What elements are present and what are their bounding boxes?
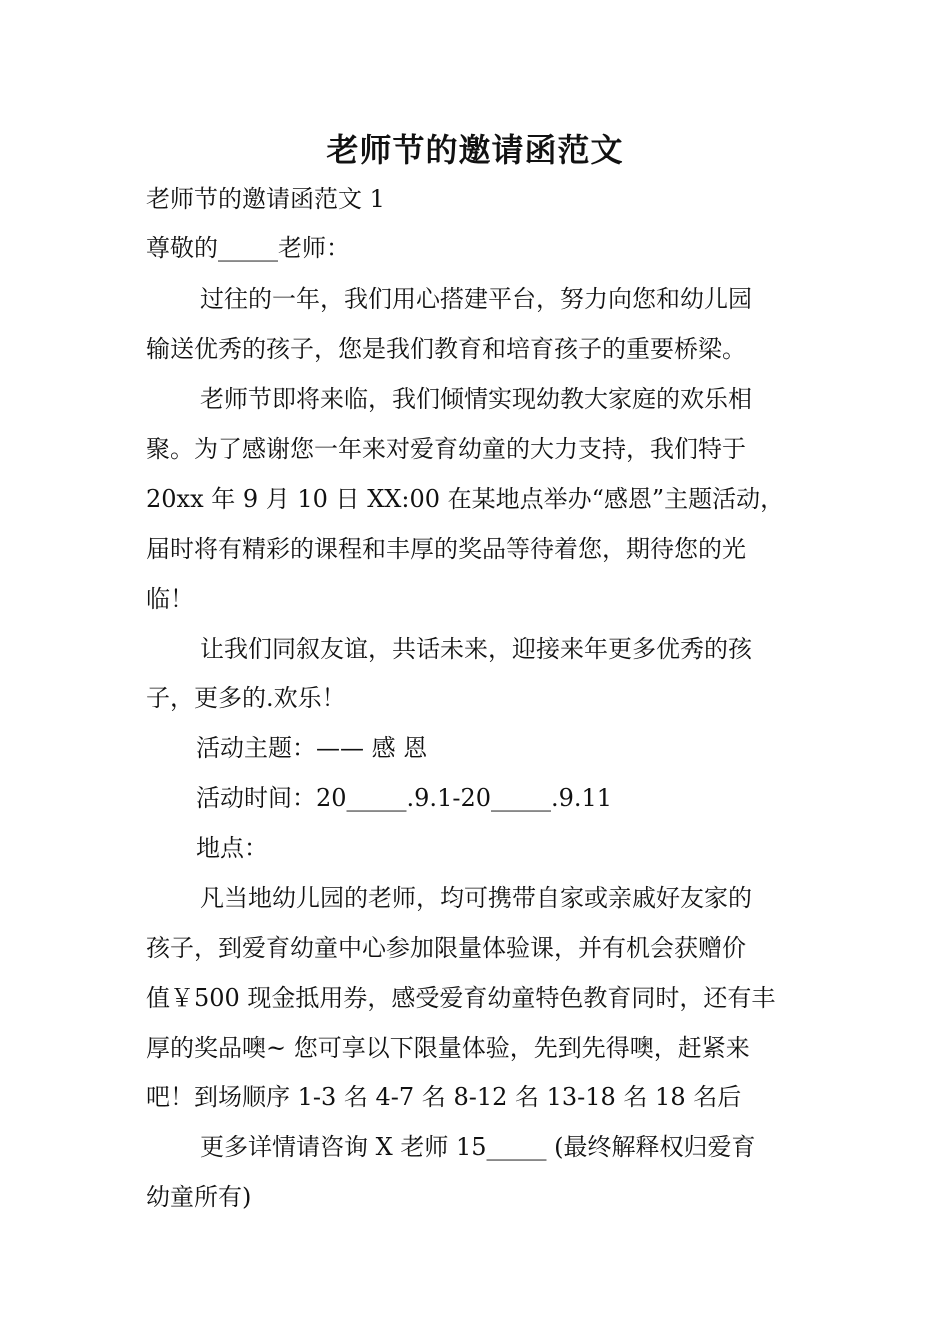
paragraph-line: 20xx 年 9 月 10 日 XX:00 在某地点举办“感恩”主题活动， xyxy=(146,485,785,513)
activity-location: 地点： xyxy=(196,834,268,862)
paragraph-line: 临！ xyxy=(146,585,194,613)
paragraph-line: 过往的一年，我们用心搭建平台，努力向您和幼儿园 xyxy=(200,285,752,313)
paragraph-line: 子，更多的.欢乐！ xyxy=(146,684,346,712)
paragraph-line: 届时将有精彩的课程和丰厚的奖品等待着您，期待您的光 xyxy=(146,535,746,563)
section-heading: 老师节的邀请函范文 1 xyxy=(146,185,385,213)
paragraph-line: 值￥500 现金抵用券，感受爱育幼童特色教育同时，还有丰 xyxy=(146,984,776,1012)
paragraph-line: 孩子，到爱育幼童中心参加限量体验课，并有机会获赠价 xyxy=(146,934,746,962)
paragraph-line: 输送优秀的孩子，您是我们教育和培育孩子的重要桥梁。 xyxy=(146,335,746,363)
paragraph-line: 聚。为了感谢您一年来对爱育幼童的大力支持，我们特于 xyxy=(146,435,746,463)
activity-theme: 活动主题：—— 感 恩 xyxy=(196,734,428,762)
greeting-line: 尊敬的_____老师： xyxy=(146,234,350,262)
paragraph-line: 凡当地幼儿园的老师，均可携带自家或亲戚好友家的 xyxy=(200,884,752,912)
paragraph-line: 更多详情请咨询 X 老师 15_____ (最终解释权归爱育 xyxy=(200,1133,756,1161)
paragraph-line: 让我们同叙友谊，共话未来，迎接来年更多优秀的孩 xyxy=(200,635,752,663)
paragraph-line: 老师节即将来临，我们倾情实现幼教大家庭的欢乐相 xyxy=(200,385,752,413)
activity-time: 活动时间：20_____.9.1-20_____.9.11 xyxy=(196,784,613,812)
paragraph-line: 吧！到场顺序 1-3 名 4-7 名 8-12 名 13-18 名 18 名后 xyxy=(146,1083,742,1111)
page-title: 老师节的邀请函范文 xyxy=(326,131,624,169)
paragraph-line: 幼童所有) xyxy=(146,1183,252,1211)
paragraph-line: 厚的奖品噢~ 您可享以下限量体验，先到先得噢，赶紧来 xyxy=(146,1034,750,1062)
